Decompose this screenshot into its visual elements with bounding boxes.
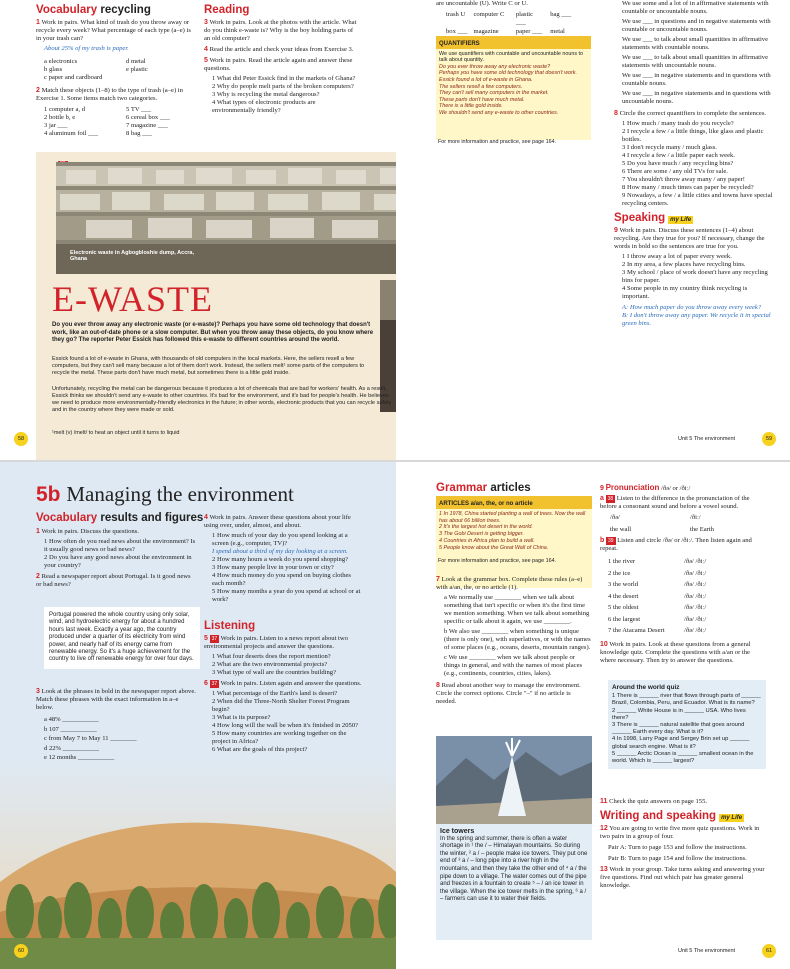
pair-a: Pair A: Turn to page 153 and follow the instructions. (608, 844, 747, 851)
page-58 (0, 0, 396, 460)
rule: We use ___ in negative statements and in questions with countable nouns. (622, 72, 771, 87)
list-item: 3 jar ___ (44, 122, 68, 129)
exercise-4: 4 Read the article and check your ideas from Exercise 3. (204, 46, 354, 53)
audio-button[interactable]: 39 (607, 538, 614, 544)
exercise-10: 10 Work in pairs. Look at these questions from a general knowledge quiz. Complete the questions with a/an or the where necessary. Then try to answer the questions. (600, 640, 751, 664)
question: 6 What are the goals of this project? (212, 746, 308, 753)
list-item: 4 aluminum foil ___ (44, 130, 99, 137)
exercise-8: 8 Read about another way to manage the environment. Circle the correct options. Circle "–" if no article is needed. (436, 682, 581, 705)
pronunciation-item: 7 the Atacama Desert /ðə/ /ðiː/ (608, 627, 707, 634)
ice-towers-box (436, 824, 592, 940)
page-59 (396, 0, 790, 460)
exercise-2: 2 Read a newspaper report about Portugal. Is it good news or bad news? (36, 573, 191, 588)
question: 3 What type of wall are the countries building? (212, 669, 337, 676)
audio-button[interactable]: 37 (211, 636, 218, 642)
listening-exercises (204, 635, 364, 754)
question: 5 How many countries are working together on the project in Africa? (212, 730, 347, 745)
question: 2 Why do people melt parts of the broken computers? (212, 83, 354, 90)
option: d metal (126, 58, 146, 65)
quiz-question: 5 ______ Arctic Ocean is ______ smallest ocean in the world. Which is ______ largest? (612, 750, 754, 765)
example-dialogue: A: How much paper do you throw away every week? B: I don't throw away any paper. We recycle it in special green bins. (622, 304, 771, 327)
pronunciation-item: 6 the largest /ðə/ /ðiː/ (608, 615, 707, 623)
question: 1 What four deserts does the report mention? (212, 653, 331, 660)
pronunciation-item: 3 the world /ðə/ /ðiː/ (608, 581, 707, 588)
sentence: 3 My school / place of work doesn't have any recycling bins for paper. (622, 269, 768, 284)
reading-exercises (204, 19, 360, 115)
question: 2 Do you have any good news about the environment in your country? (44, 554, 192, 569)
exercise-1: 1 Work in pairs. Discuss the questions. (36, 528, 139, 535)
speaking-heading: Speaking my Life (614, 212, 692, 224)
footnote: ¹melt (v) /melt/ to heat an object until it turns to liquid (52, 430, 180, 436)
table-cell: computer C (473, 11, 505, 18)
vocab-heading: Vocabulary results and figures (36, 512, 204, 524)
option: b glass (44, 66, 63, 73)
exercise-9: 9 Work in pairs. Discuss these sentences (1–4) about recycling. Are they true for you? If necessary, change the words in bold so the sentences are true for you. (614, 227, 765, 250)
grammar-reference: For more information and practice, see page 164. (438, 139, 557, 145)
question: 2 How many hours a week do you spend shopping? (212, 556, 349, 563)
question: 5 How many months a year do you spend at school or at work? (212, 588, 361, 603)
mylife-badge: my Life (721, 815, 743, 821)
sentence: 8 How many / much times can paper be recycled? (622, 184, 754, 191)
option: c paper and cardboard (44, 74, 103, 81)
sentence: 1 I throw away a lot of paper every week. (622, 253, 732, 260)
mylife-badge: my Life (670, 217, 692, 223)
table-cell: paper ___ (515, 28, 543, 35)
list-item: d 22% ___________ (44, 744, 99, 752)
exercise-4: 4 Work in pairs. Answer these questions about your life using over, under, almost, and about. 1 How much of your day do you spend looking at a screen (e.g., computer, TV)? I spend about a third of my day looking at a screen. 2 How many hours a week do you spend shopping? 3 How many people live in your town or city? 4 How much money do you spend on buying clothes each month? 5 How many months a year do you spend at school or at work? (204, 514, 364, 604)
list-item: 1 computer a, d (44, 106, 86, 113)
question: 2 When did the Three-North Shelter Forest Program begin? (212, 698, 350, 713)
desert-forest-photo (0, 762, 396, 969)
sentence: 5 Do you have much / any recycling bins? (622, 160, 734, 167)
audio-button[interactable]: 38 (607, 496, 614, 502)
section-title: Managing the environment (66, 482, 294, 506)
exercise-1: 1 Work in pairs. What kind of trash do you throw away or recycle every week? What percentage of each type (a–e) is in your trash can? About 25% of my trash is paper. a electronics b glass c paper and cardboard d metal e plastic (36, 19, 194, 82)
question: 4 How much money do you spend on buying clothes each month? (212, 572, 352, 587)
reading-heading: Reading (204, 4, 250, 16)
question: 1 What did Peter Essick find in the markets of Ghana? (212, 75, 356, 82)
list-item: a 48% ___________ (44, 716, 99, 723)
quantifiers-box: QUANTIFIERS We use quantifiers with countable and uncountable nouns to talk about quantity. Do you ever throw away any electronic waste? Perhaps you have some old technology that doesn't work. Essick found a lot of e-waste in Ghana. The sellers resell a few computers. They can't sell many computers in the market. These parts don't have much metal. There is a little gold inside. We shouldn't send any e-waste to other countries. (436, 36, 591, 140)
exercise-11: 11 Check the quiz answers on page 155. (600, 798, 708, 805)
question: 1 How much of your day do you spend looking at a screen (e.g., computer, TV)? (212, 532, 348, 547)
rule: We use ___ to talk about small quantities in affirmative statements with countable nouns. (622, 36, 769, 51)
question: 1 How often do you read news about the environment? Is it usually good news or bad news? (44, 538, 196, 553)
question: 3 What is its purpose? (212, 714, 271, 721)
rule: c We use ________ when we talk about people or things in general, and with the names of most places (e.g., continents, countries, cities, lakes). (444, 654, 583, 677)
list-item: c from May 7 to May 11 ________ (44, 735, 137, 742)
pronunciation-section (600, 484, 766, 665)
exercise-7: 7 Look at the grammar box. Complete these rules (a–e) with a/an, the, or no article (1). a We normally use ________ when we talk about something that isn't specific or when it's the first time we mention something. When we talk about something specific or talk about it again, we use ________. b We also use ________ when something is unique (there is only one), with superlatives, or with the names of some places (e.g., oceans, deserts, mountain ranges). c We use ________ when we talk about people or things in general, and with the names of most places (e.g., continents, countries, cities, lakes). 8 Read about another way to manage the environment. Circle the correct options. Circle "–" if no article is needed. (436, 576, 591, 705)
quiz-question: 2 ______ White House is in ______ USA. Who lives there? (612, 707, 746, 721)
exercise-5: 5 37 Work in pairs. Listen to a news report about two environmental projects and answer the questions. (204, 635, 348, 650)
rule: We use ___ to talk about small quantities in affirmative statements with uncountable nouns. (622, 54, 769, 69)
example-answer: I spend about a third of my day looking at a screen. (212, 548, 348, 555)
article-lead: Do you ever throw away any electronic waste (or e-waste)? Perhaps you have some old technology that doesn't work, like an out-of-date phone or a slow computer. But when you throw away these objects, do you know where they go? The reporter Peter Essick has followed this e-waste to different countries around the world. (52, 322, 374, 344)
rule: We use some and a lot of in affirmative statements with countable or uncountable nouns. (622, 0, 769, 15)
pronunciation-item: 5 the oldest /ðə/ /ðiː/ (608, 604, 707, 611)
sentence: 9 Nowadays, a few / a little cities and towns have special recycling centers. (622, 192, 773, 207)
table-cell: bag ___ (550, 11, 572, 18)
sentence: 2 I recycle a few / a little things, like glass and plastic bottles. (622, 128, 764, 143)
question: 3 Why is recycling the metal dangerous? (212, 91, 320, 98)
quiz-title: Around the world quiz (612, 684, 680, 691)
option: a electronics (44, 58, 78, 65)
exercise-8: 8 Circle the correct quantifiers to complete the sentences. (614, 110, 767, 117)
exercise-9b: b 39 Listen and circle /ðə/ or /ðiː/. Then listen again and repeat. (600, 537, 752, 552)
rule: We use ___ in negative statements and in questions with uncountable nouns. (622, 90, 771, 105)
page-number: 58 (14, 432, 28, 446)
question: 1 What percentage of the Earth's land is desert? (212, 690, 338, 697)
exercise-9a: a 38 Listen to the difference in the pronunciation of the before a consonant sound and before a vowel sound. (600, 495, 750, 510)
sentence: 4 I recycle a few / a little paper each week. (622, 152, 735, 159)
sentence: 2 In my area, a few places have recycling bins. (622, 261, 746, 268)
article-title: E-WASTE (52, 279, 213, 319)
ipa-table: /ðə/ the wall /ðiː/ the Earth (610, 514, 714, 533)
quiz-question: 3 There is ______ natural satellite that goes around ______ Earth every day. What is it? (612, 722, 745, 736)
rule: b We also use ________ when something is unique (there is only one), with superlatives, or with the names of some places (e.g., oceans, deserts, mountain ranges). (444, 628, 591, 651)
question: 4 How long will the wall be when it's finished in 2050? (212, 722, 359, 729)
sentence: 1 How much / many trash do you recycle? (622, 120, 734, 127)
exercise-1-answer: About 25% of my trash is paper. (44, 45, 129, 52)
section-heading (36, 482, 294, 507)
sentence: 7 You shouldn't throw away many / any paper! (622, 176, 745, 183)
footer-unit: Unit 5 The environment (678, 948, 736, 954)
vocab-heading: Vocabulary recycling (36, 4, 151, 16)
table-note: are uncountable (U). Write C or U. (436, 0, 528, 7)
list-item: 8 bag ___ (126, 130, 153, 137)
table-cell: metal (550, 28, 565, 35)
table-cell: magazine (473, 28, 499, 35)
exercise-12: 12 You are going to write five more quiz questions. Work in two pairs in a group of four. (600, 825, 760, 840)
footer-unit: Unit 5 The environment (678, 436, 736, 442)
rule: a We normally use ________ when we talk about something that isn't specific or when it's the first time we mention something. When we talk about something specific or talk about it again, we use ________. (444, 594, 590, 625)
page-61 (396, 462, 790, 969)
exercise-6: 6 37 Work in pairs. Listen again and answer the questions. (204, 680, 362, 687)
rule: We use ___ in questions and in negative statements with countable or uncountable nouns. (622, 18, 771, 33)
ice-tower-photo (436, 736, 592, 824)
option: e plastic (126, 66, 148, 73)
ice-towers-text: In the spring and summer, there is often a water shortage in ¹ the / – Himalayan mountains. So during the winter, ² a / – people make ice towers. They put one end of ³ a / – long pipe into a river high in the mountains, and then they take the other end of ⁴ a / the pipe down to a village. The water comes out of the pipe and freezes in a fountain to create ⁵ – / an ice tower in the village. When the ice tower melts in the spring, ⁶ a / – farmers can use it to water their fields. (440, 835, 588, 903)
question: 2 What are the two environmental projects? (212, 661, 328, 668)
photo-caption: Electronic waste in Agbogbloshie dump, Accra, Ghana (70, 250, 194, 262)
vocab-exercises (36, 528, 196, 589)
sentence: 3 I don't recycle many / much glass. (622, 144, 717, 151)
list-item: b 107 ___________ (44, 725, 97, 733)
page-number: 60 (14, 944, 28, 958)
writing-section (600, 798, 766, 890)
exercise-3: 3 Work in pairs. Look at the photos with the article. What do you think e-waste is? Why is the boy holding parts of an old computer? (204, 19, 357, 42)
page-number: 59 (762, 432, 776, 446)
article-paragraph-3: Unfortunately, recycling the metal can be dangerous because it produces a lot of chemicals that are bad for workers' health. As a result, Essick thinks we shouldn't send any e-waste to other countries. It's bad for the environment, and it's bad for people's health. He believes we need to produce more environmentally-friendly electronics in the future; in other words, electronic products that you can recycle safely and in the country where they were made or sold. (52, 386, 392, 413)
listening-heading: Listening (204, 620, 256, 632)
section-code: 5b (36, 483, 61, 506)
quiz-box (608, 680, 766, 769)
newspaper-report: Portugal powered the whole country using only solar, wind, and hydroelectric energy for about a hundred hours last week. Exactly a year ago, the country produced under a quarter of its electricity from wind power, and nearly half of its energy came from renewable energy. So it's a huge achievement for the country to live off renewable energy for over four days. (44, 607, 200, 669)
pronunciation-heading: 9 Pronunciation /ðə/ or /ðiː/ (600, 483, 691, 492)
exercise-2: 2 Match these objects (1–8) to the type of trash (a–e) in Exercise 1. Some items match two categories. 1 computer a, d 2 bottle b, e 3 jar ___ 4 aluminum foil ___ 5 TV ___ 6 cereal box ___ 7 magazine ___ 8 bag ___ (36, 87, 183, 137)
list-item: 6 cereal box ___ (126, 114, 170, 121)
writing-heading: Writing and speaking my Life (600, 810, 743, 822)
page-number: 61 (762, 944, 776, 958)
grammar-box-title: QUANTIFIERS (436, 40, 591, 49)
grammar-reference: For more information and practice, see page 164. (438, 558, 557, 564)
sentence: 4 Some people in my country think recycling is important. (622, 285, 748, 300)
list-item: 2 bottle b, e (44, 114, 76, 121)
list-item: e 12 months ___________ (44, 754, 115, 761)
quantifier-rules (614, 0, 774, 328)
question: 4 What types of electronic products are environmentally friendly? (212, 99, 316, 114)
pronunciation-item: 4 the desert /ðə/ /ðiː/ (608, 592, 707, 600)
pair-b: Pair B: Turn to page 154 and follow the instructions. (608, 855, 747, 862)
exercise-3: 3 Look at the phrases in bold in the newspaper report above. Match these phrases with the exact information in a–e below. a 48% ___________ b 107 ___________ c from May 7 to May 11 ________ d 22% ___________ e 12 months ___________ (36, 688, 196, 761)
audio-button[interactable]: 37 (211, 681, 218, 687)
table-cell: trash U (446, 11, 466, 18)
grammar-heading: Grammar articles (436, 482, 531, 494)
articles-box: ARTICLES a/an, the, or no article 1 In 1978, China started planting a wall of trees. Now the wall has about 66 billion trees. 2 It's the largest hot desert in the world. 3 The Gobi Desert is getting bigger. 4 Countries in Africa plan to build a wall. 5 People know about the Great Wall of China. (436, 496, 592, 588)
table-cell: plastic ___ (515, 11, 534, 26)
list-item: 5 TV ___ (126, 106, 152, 113)
ice-towers-title: Ice towers (440, 828, 475, 835)
exercise-5: 5 Work in pairs. Read the article again and answer these questions. (204, 57, 353, 72)
table-cell: box ___ (446, 28, 468, 35)
pronunciation-item: 1 the river /ðə/ /ðiː/ (608, 558, 707, 565)
grammar-box-title: ARTICLES a/an, the, or no article (436, 500, 592, 509)
pronunciation-item: 2 the ice /ðə/ /ðiː/ (608, 569, 707, 577)
sentence: 6 There are some / any old TVs for sale. (622, 168, 728, 175)
quiz-question: 1 There is ______ river that flows through parts of ______ Brazil, Colombia, Peru, and Ecuador. What is its name? (612, 693, 761, 707)
page-60 (0, 462, 396, 969)
exercise-13: 13 Work in your group. Take turns asking and answering your five questions. Find out which pair has greater general knowledge. (600, 866, 765, 889)
article-paragraph-2: Essick found a lot of e-waste in Ghana, with thousands of old computers in the local markets. Here, the sellers resell a few computers, but they can't sell many because a lot of them don't work. Instead, the sellers melt¹ some parts of the computers to recycle the metal. These parts don't have much metal, but sometimes there is a little gold inside. (52, 356, 365, 376)
quiz-question: 4 In 1998, Larry Page and Sergey Brin set up ______ global search engine. What is it? (612, 736, 750, 750)
list-item: 7 magazine ___ (126, 122, 168, 129)
question: 3 How many people live in your town or city? (212, 564, 334, 571)
